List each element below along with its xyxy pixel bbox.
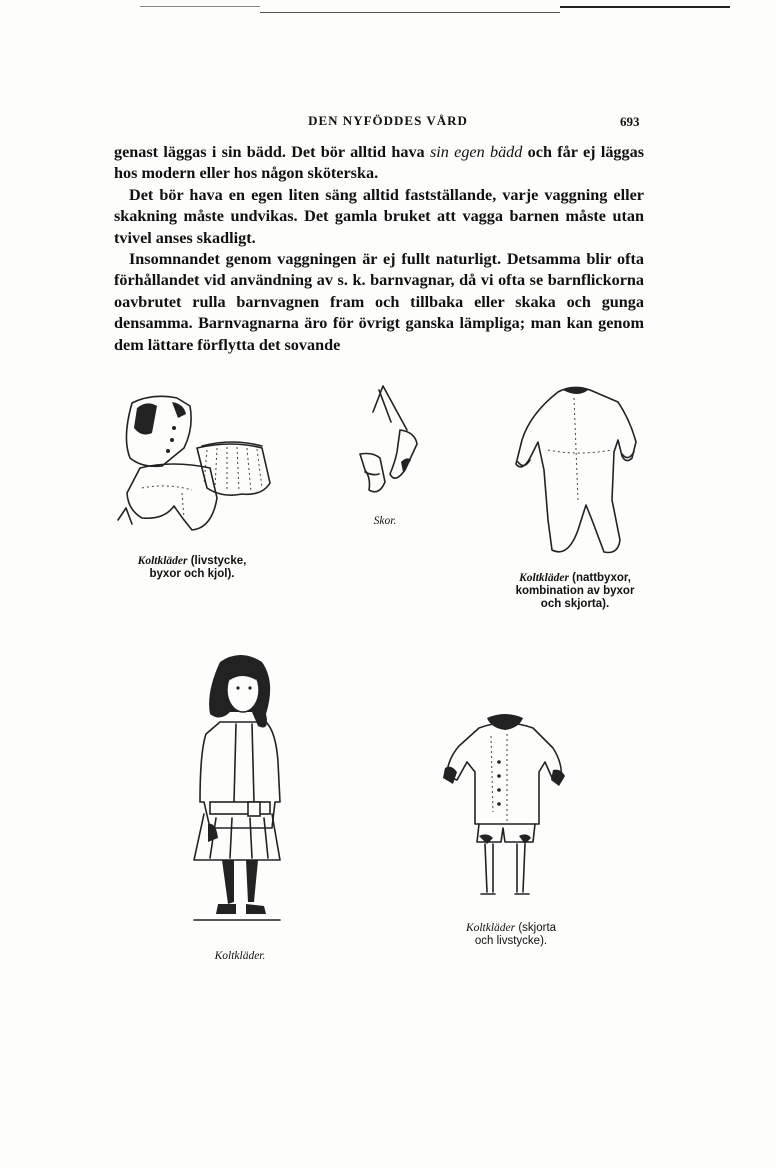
figure-caption: Koltkläder. <box>214 950 266 962</box>
figure-caption: Koltkläder (nattbyxor, kombination av byxor och skjorta). <box>515 572 635 610</box>
illustration-combination-garment <box>508 380 648 565</box>
figure-caption: Koltkläder (skjorta och livstycke). <box>465 922 557 947</box>
body-text <box>114 142 644 356</box>
paragraph: Insomnandet genom vaggningen är ej fullt naturligt. Detsamma blir ofta förhållandet vid användning av s. k. barnvagnar, då vi ofta se barnflickorna oavbrutet rulla barnvagnen fram och tillbaka eller skaka och gunga densamma. Barnvagnarna äro för övrigt ganska lämpliga; man kan genom dem lättare förflytta det sovande <box>114 250 644 354</box>
illustration-bodice-drawers-skirt <box>112 388 272 553</box>
page-number: 693 <box>620 114 640 129</box>
illustration-shoes <box>345 382 435 502</box>
top-rule <box>260 12 560 13</box>
figure-caption: Skor. <box>373 515 397 527</box>
emphasis: sin egen bädd <box>429 143 523 161</box>
top-rule <box>140 6 260 7</box>
paragraph: genast läggas i sin bädd. Det bör alltid hava sin egen bädd och får ej läggas hos modern eller hos någon sköterska. <box>114 143 644 183</box>
paragraph: Det bör hava en egen liten säng alltid fastställande, varje vaggning eller skakning måste undvikas. Det gamla bruket att vagga barnen måste utan tvivel anses skadligt. <box>114 185 644 247</box>
illustration-shirt-and-bodice <box>435 712 575 912</box>
top-rule <box>560 6 730 8</box>
illustration-child-in-dress <box>180 652 300 942</box>
running-title: DEN NYFÖDDES VÅRD <box>308 113 468 128</box>
figure-caption: Koltkläder (livstycke, byxor och kjol). <box>137 555 247 580</box>
